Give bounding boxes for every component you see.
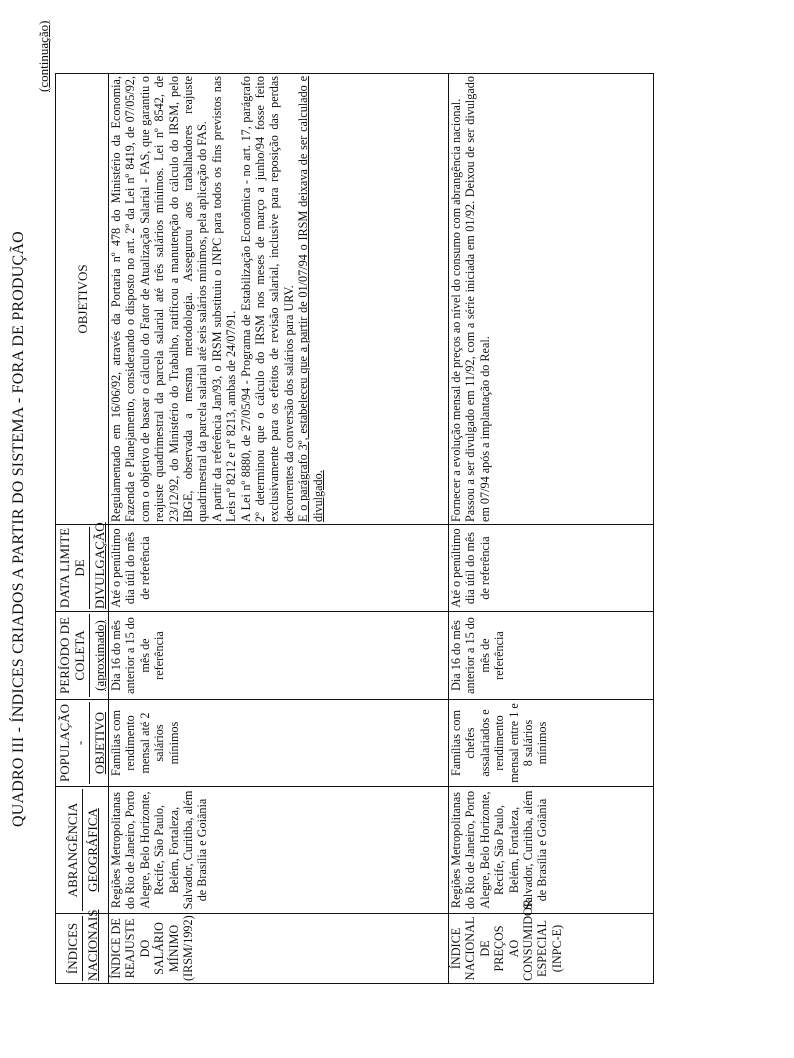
objective-paragraph: Regulamentado em 16/06/92, através da Portaria nº 478 do Ministério da Economia, Fazenda e Planejamento, considerando o disposto no art. 2º da Lei nº 8419, de 07/05/92, com o objetivo de basear o cálculo do Fator de Atualização Salarial - FAS, que garantiu o reajuste quadrimestral da parcela salarial até três salários mínimos. Lei nº 8542, de 23/12/92, do Ministério do Trabalho, ratificou a manutenção do cálculo do IRSM, pelo IBGE, observada a mesma metodologia. Assegurou aos trabalhadores reajuste quadrimestral da parcela salarial até seis salários mínimos, pela aplicação do FAS.	[109, 76, 210, 522]
header-abrangencia	[56, 787, 109, 914]
objective-paragraph: Passou a ser divulgado em 11/92, com a série iniciada em 01/92. Deixou de ser divulgado em 07/94 após a implantação do Real.	[463, 76, 492, 522]
header-data-limite	[56, 522, 109, 612]
table-header-row	[56, 74, 109, 984]
table-row	[449, 74, 654, 984]
geography-cell: Regiões Metropolitanas do Rio de Janeiro, Porto Alegre, Belo Horizonte, Recife, São Paulo, Belém, Fortaleza, Salvador, Curitiba, além de Brasília e Goiânia	[449, 787, 654, 914]
period-cell: Dia 16 do mês anterior a 15 do mês de referência	[449, 612, 654, 700]
header-indices	[56, 909, 109, 984]
objectives-cell	[449, 74, 654, 525]
period-cell: Dia 16 do mês anterior a 15 do mês de referência	[109, 612, 449, 700]
header-periodo-top: PERÍODO DE COLETA	[56, 614, 90, 697]
header-periodo	[56, 612, 109, 700]
geography-cell: Regiões Metropolitanas do Rio de Janeiro, Porto Alegre, Belo Horizonte, Recife, São Paulo, Belém, Fortaleza, Salvador, Curitiba, além de Brasília e Goiânia	[109, 787, 449, 914]
deadline-cell: Até o penúltimo dia útil do mês de referência	[449, 525, 654, 612]
header-indices-top: ÍNDICES	[64, 916, 83, 981]
objective-paragraph: E o parágrafo 3º, estabeleceu que a partir de 01/07/94 o IRSM deixava de ser calculado e divulgado.	[296, 76, 325, 522]
deadline-cell: Até o penúltimo dia útil do mês de referência	[109, 525, 449, 612]
header-populacao	[56, 700, 109, 787]
continuation-label: (continuação)	[36, 20, 51, 92]
header-abrangencia-top: ABRANGÊNCIA	[64, 789, 83, 911]
header-indices-bottom: NACIONAIS	[84, 909, 100, 981]
header-objetivos: OBJETIVOS	[56, 74, 109, 525]
objective-paragraph: Fornecer a evolução mensal de preços ao nível do consumo com abrangência nacional.	[449, 98, 463, 522]
header-abrangencia-bottom: GEOGRÁFICA	[84, 808, 100, 892]
objective-paragraph: A Lei nº 8880, de 27/05/94 - Programa de Estabilização Econômica - no art. 17, parágrafo 2º determinou que o cálculo do IRSM nos meses de março a junho/94 fosse feito exclusivamente para os efeitos de revisão salarial, inclusive para reposição das perdas decorrentes da conversão dos salários para URV.	[238, 76, 296, 522]
index-name-cell: ÍNDICE NACIONAL DE PREÇOS AO CONSUMIDOR ESPECIAL (INPC-E)	[449, 914, 654, 984]
population-cell: Famílias com chefes assalariados e rendimento mensal entre 1 e 8 salários mínimos	[449, 700, 654, 787]
table-row	[109, 74, 449, 984]
header-data-limite-top: DATA LIMITE DE	[56, 527, 90, 609]
objective-paragraph: A partir da referência Jan/93, o IRSM substituiu o INPC para todos os fins previstos nas Leis nº 8212 e nº 8213, ambas de 24/07/91.	[209, 76, 239, 522]
header-populacao-top: POPULAÇÃO -	[56, 702, 90, 784]
header-periodo-bottom: (aproximado)	[92, 620, 107, 691]
indices-table	[55, 73, 654, 984]
population-cell: Famílias com rendimento mensal até 2 salários mínimos	[109, 700, 449, 787]
document-title: QUADRO III - ÍNDICES CRIADOS A PARTIR DO SISTEMA - FORA DE PRODUÇÃO	[10, 231, 27, 827]
header-data-limite-bottom: DIVULGAÇÃO	[92, 522, 107, 609]
index-name-cell: ÍNDICE DE REAJUSTE DO SALÁRIO MÍNIMO (IRSM/1992)	[109, 914, 449, 984]
objectives-cell	[109, 74, 449, 525]
header-populacao-bottom: OBJETIVO	[92, 711, 107, 775]
